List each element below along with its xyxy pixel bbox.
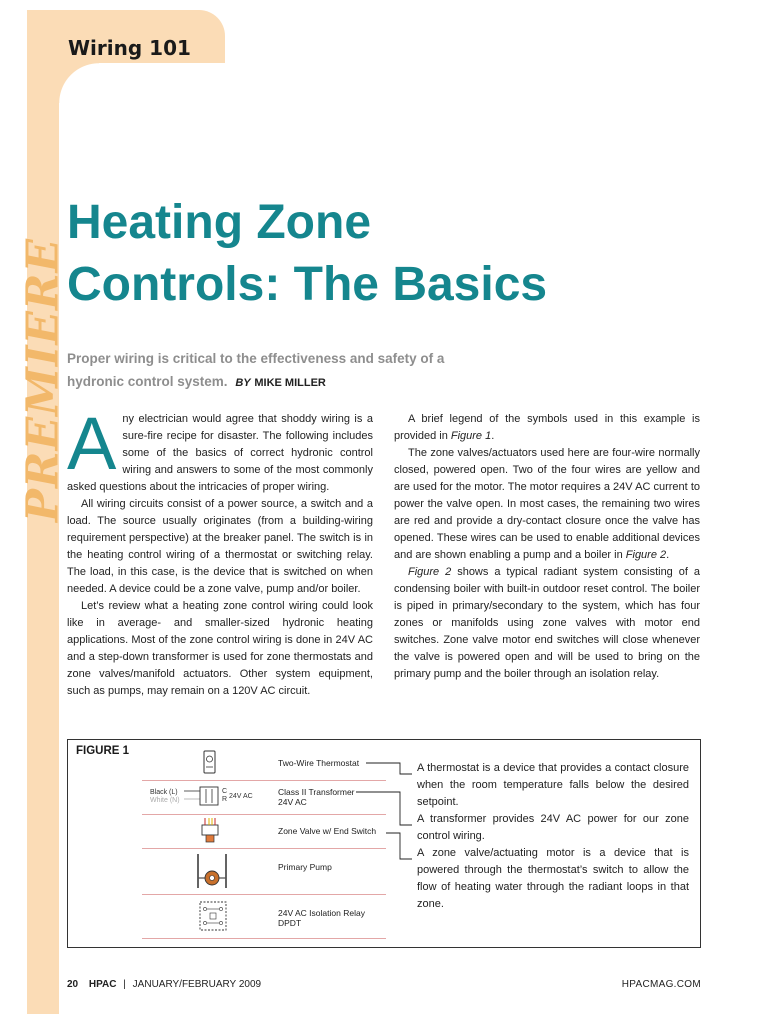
paragraph-text: .	[666, 549, 670, 561]
footer-separator: |	[123, 979, 126, 990]
article-title	[67, 192, 707, 316]
figure-label: FIGURE 1	[76, 745, 130, 757]
paragraph-text: A brief legend of the symbols used in this example is provided in	[394, 413, 700, 442]
section-label: Wiring 101	[68, 36, 191, 60]
legend-label: Primary Pump	[278, 862, 332, 872]
figure-note: A thermostat is a device that provides a contact closure when the room temperature falls below the desired setpoint.	[417, 762, 689, 808]
voltage-label: 24V AC	[229, 793, 253, 800]
legend-label: Zone Valve w/ End Switch	[278, 826, 377, 836]
website: HPACMAG.COM	[621, 979, 701, 990]
paragraph-text: .	[491, 430, 495, 442]
page-number: 20	[67, 979, 79, 990]
transformer-icon	[142, 780, 278, 814]
paragraph: Let’s review what a heating zone control wiring could look like in average- and smaller-sized hydronic heating applications. Most of the zone control wiring is done in 24V AC and a step-down transformer is used for zone thermostats and zone valves/manifold actuators. Other system equipment, such as pumps, may remain on a 120V AC circuit.	[67, 600, 373, 697]
figure-ref: Figure 2	[408, 566, 452, 578]
terminal-c: C	[222, 788, 228, 795]
legend-row-relay	[142, 894, 386, 939]
terminal-r: R	[222, 796, 228, 803]
zone-valve-icon	[142, 814, 278, 848]
legend-row-pump	[142, 848, 386, 895]
legend-row-transformer	[142, 780, 386, 815]
title-line-2: Controls: The Basics	[67, 258, 548, 311]
article-deck	[67, 347, 467, 395]
paragraph	[394, 411, 700, 445]
wire-white-label: White (N)	[150, 797, 180, 804]
paragraph	[394, 564, 700, 683]
issue-date: JANUARY/FEBRUARY 2009	[132, 979, 262, 990]
paragraph	[67, 402, 373, 496]
relay-icon	[142, 894, 278, 938]
pump-icon	[142, 848, 278, 894]
paragraph	[394, 445, 700, 564]
legend-row-zone-valve	[142, 814, 386, 849]
legend-label: Class II Transformer 24V AC	[278, 787, 355, 807]
wire-black-label: Black (L)	[150, 789, 178, 796]
figure-ref: Figure 1	[450, 430, 492, 442]
sidebar-vertical-text: PREMIERE	[17, 237, 69, 523]
figure-notes	[417, 760, 689, 913]
byline-by: BY	[235, 377, 251, 389]
figure-ref: Figure 2	[625, 549, 667, 561]
paragraph-text: shows a typical radiant system consisting of a condensing boiler with built-in outdoor reset control. The boiler is piped in primary/secondary to the system, which has four zones or manifolds using zone valves with motor end switches. Zone valve motor end switches will close whenever the valve is powered open and will be used to bring on the primary pump and the boiler through an isolation relay.	[394, 566, 700, 680]
paragraph-text: The zone valves/actuators used here are four-wire normally closed, powered open. Two of the four wires are yellow and are used for the motor. The motor requires a 24V AC current to power the valve open. In most cases, the remaining two wires are red and provide a dry-contact closure once the valve has opened. These wires can be used to enable additional devices and are shown enabling a pump and a boiler in	[394, 447, 700, 561]
legend-label: 24V AC Isolation Relay DPDT	[278, 908, 365, 928]
body-column-left	[67, 402, 373, 700]
figure-note: A zone valve/actuating motor is a device that is powered through the thermostat’s switch to allow the flow of heating water through the radiant loops in that zone.	[417, 847, 689, 910]
title-line-1: Heating Zone	[67, 196, 372, 249]
figure-1	[67, 739, 701, 948]
legend-label: Two-Wire Thermostat	[278, 758, 360, 768]
tab-corner	[59, 63, 99, 103]
drop-cap: A	[67, 402, 117, 485]
body-column-right	[394, 411, 700, 683]
paragraph: All wiring circuits consist of a power source, a switch and a load. The source usually originates (from a building-wiring requirement perspective) at the breaker panel. The switch is in the heating control wiring of a thermostat or switching relay. The load, in this case, is the device that is switched on when needed. A device could be a zone valve, pump and/or boiler.	[67, 498, 373, 595]
thermostat-icon	[142, 746, 278, 780]
figure-note: A transformer provides 24V AC power for our zone control wiring.	[417, 813, 689, 842]
byline-author: MIKE MILLER	[254, 377, 326, 389]
deck-text: Proper wiring is critical to the effectiveness and safety of a hydronic control system.	[67, 351, 445, 389]
paragraph-text: ny electrician would agree that shoddy wiring is a sure-fire recipe for disaster. The following includes some of the basics of correct hydronic control wiring and answers to some of the most commonly asked questions about the intricacies of proper wiring.	[67, 413, 373, 493]
magazine-name: HPAC	[88, 979, 117, 990]
page-footer	[67, 979, 701, 990]
legend-row-thermostat	[142, 746, 386, 781]
